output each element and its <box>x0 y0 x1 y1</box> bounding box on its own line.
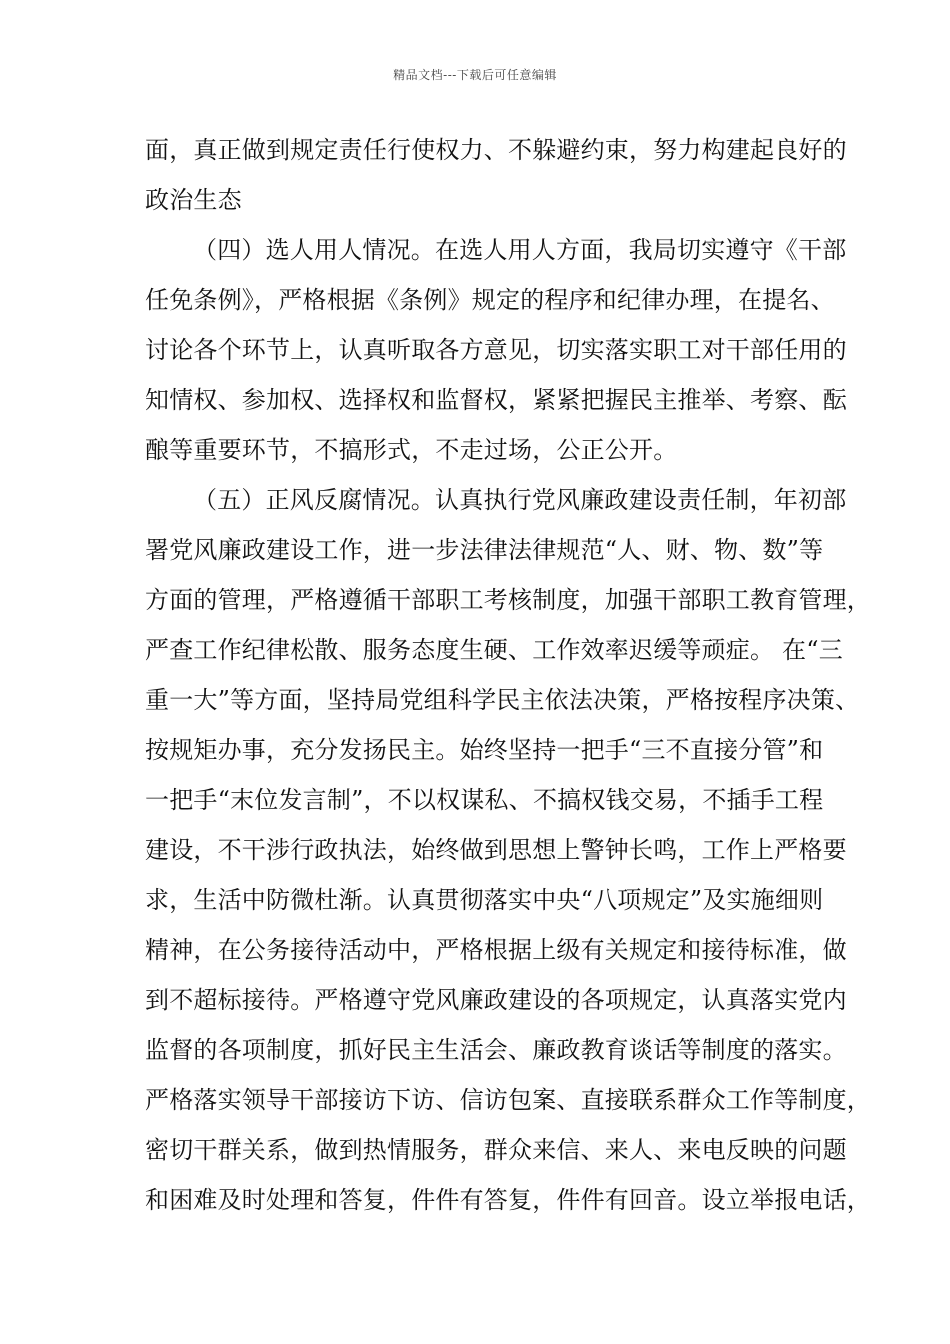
text-line: 建设，不干涉行政执法，始终做到思想上警钟长鸣，工作上严格要 <box>145 836 847 864</box>
text-line: 精神，在公务接待活动中，严格根据上级有关规定和接待标准，做 <box>145 936 847 964</box>
text-line: 和困难及时处理和答复，件件有答复，件件有回音。设立举报电话， <box>145 1186 871 1214</box>
text-line: 求，生活中防微杜渐。认真贯彻落实中央“八项规定”及实施细则 <box>145 886 824 914</box>
text-line: 监督的各项制度，抓好民主生活会、廉政教育谈话等制度的落实。 <box>145 1036 847 1064</box>
text-line: 密切干群关系，做到热情服务，群众来信、来人、来电反映的问题 <box>145 1136 847 1164</box>
text-line: （四）选人用人情况。在选人用人方面，我局切实遵守《干部 <box>193 236 847 264</box>
text-line: 讨论各个环节上，认真听取各方意见，切实落实职工对干部任用的 <box>145 336 847 364</box>
text-line: 按规矩办事，充分发扬民主。始终坚持一把手“三不直接分管”和 <box>145 736 824 764</box>
text-line: 政治生态 <box>145 186 242 214</box>
text-line: 严查工作纪律松散、服务态度生硬、工作效率迟缓等顽症。 在“三 <box>145 636 843 664</box>
text-line: 到不超标接待。严格遵守党风廉政建设的各项规定，认真落实党内 <box>145 986 847 1014</box>
page-header: 精品文档---下载后可任意编辑 <box>393 68 557 82</box>
text-line: 知情权、参加权、选择权和监督权，紧紧把握民主推举、考察、酝 <box>145 386 847 414</box>
text-line: 署党风廉政建设工作，进一步法律法律规范“人、财、物、数”等 <box>145 536 824 564</box>
text-line: （五）正风反腐情况。认真执行党风廉政建设责任制，年初部 <box>193 486 847 514</box>
text-line: 严格落实领导干部接访下访、信访包案、直接联系群众工作等制度， <box>145 1086 871 1114</box>
text-line: 任免条例》，严格根据《条例》规定的程序和纪律办理，在提名、 <box>145 286 835 314</box>
text-line: 重一大”等方面，坚持局党组科学民主依法决策，严格按程序决策、 <box>145 686 860 714</box>
text-line: 方面的管理，严格遵循干部职工考核制度，加强干部职工教育管理， <box>145 586 871 614</box>
text-line: 一把手“末位发言制”，不以权谋私、不搞权钱交易，不插手工程 <box>145 786 824 814</box>
text-line: 面，真正做到规定责任行使权力、不躲避约束，努力构建起良好的 <box>145 136 847 164</box>
text-line: 酿等重要环节，不搞形式，不走过场，公正公开。 <box>145 436 678 464</box>
